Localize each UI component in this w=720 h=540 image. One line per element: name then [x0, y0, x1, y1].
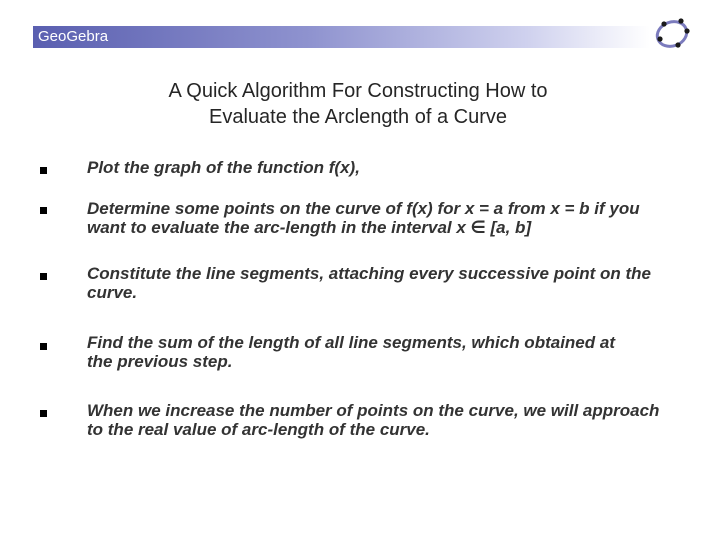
header-bar: [33, 26, 650, 48]
logo-dot: [661, 21, 666, 26]
slide-title: [60, 78, 656, 130]
square-bullet-icon: [40, 343, 47, 350]
list-item: [40, 158, 680, 177]
geogebra-logo-icon: [654, 17, 690, 51]
step-text: Determine some points on the curve of f(x) for x = a from x = b if you want to evaluate the arc-length in the interval x ∈ [a, b]: [87, 199, 640, 237]
slide-title-line-1: A Quick Algorithm For Constructing How to: [168, 80, 548, 102]
list-item: [40, 264, 680, 302]
logo-dot: [684, 28, 689, 33]
square-bullet-icon: [40, 273, 47, 280]
logo-dot: [678, 18, 683, 23]
slide-title-line-2: Evaluate the Arclength of a Curve: [209, 106, 507, 128]
step-text: When we increase the number of points on the curve, we will approach to the real value of arc-length of the curve.: [87, 401, 660, 439]
list-item: [40, 333, 680, 371]
app-name-label: GeoGebra: [38, 28, 109, 45]
list-item: [40, 401, 680, 439]
logo-dot: [675, 42, 680, 47]
square-bullet-icon: [40, 410, 47, 417]
square-bullet-icon: [40, 207, 47, 214]
algorithm-steps-list: [40, 158, 680, 439]
square-bullet-icon: [40, 167, 47, 174]
logo-dot: [657, 36, 662, 41]
step-text: Plot the graph of the function f(x),: [87, 158, 360, 177]
step-text: Find the sum of the length of all line segments, which obtained at the previous step.: [87, 333, 615, 371]
step-text: Constitute the line segments, attaching every successive point on the curve.: [87, 264, 651, 302]
list-item: [40, 199, 680, 237]
